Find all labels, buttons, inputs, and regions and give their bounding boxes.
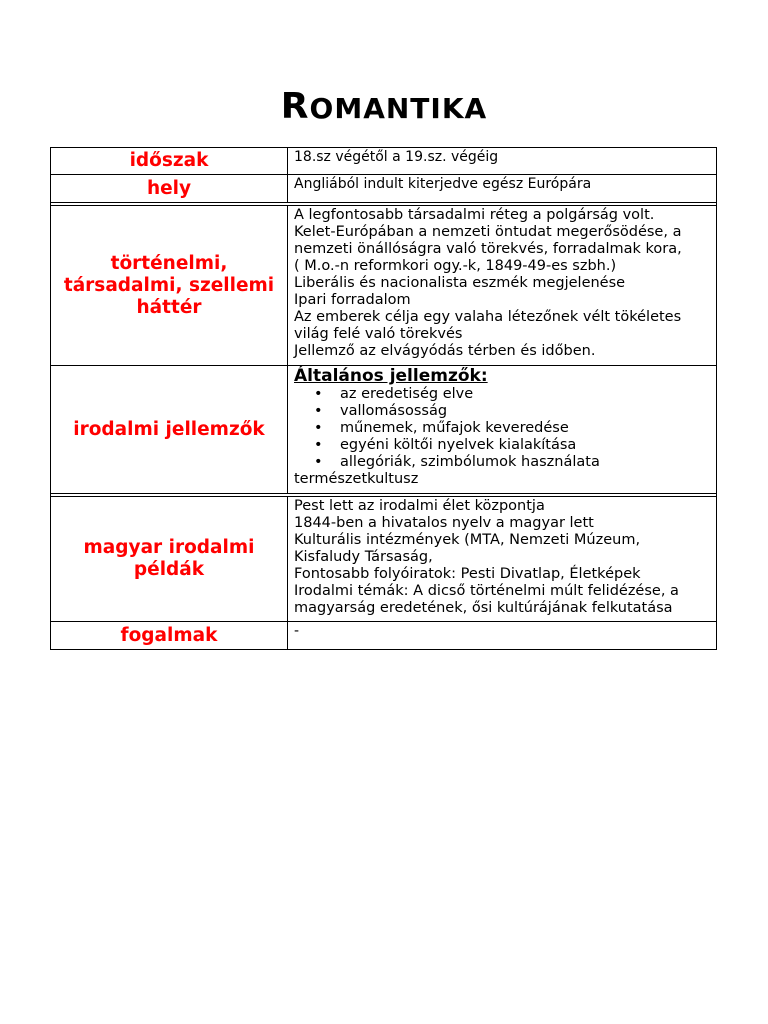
table-row-background <box>50 206 717 366</box>
row-value-period: 18.sz végétől a 19.sz. végéig <box>294 149 499 165</box>
row-label-examples: magyar irodalmi példák <box>51 497 288 621</box>
row-label-place: hely <box>51 175 288 202</box>
bullet-icon: • <box>314 454 323 470</box>
row-label-literary: irodalmi jellemzők <box>51 366 288 493</box>
table-row-place <box>50 175 717 203</box>
row-label-background: történelmi, társadalmi, szellemi háttér <box>51 206 288 365</box>
row-value-concepts: - <box>294 623 300 639</box>
list-item: • vallomásosság <box>314 403 448 419</box>
bullet-icon: • <box>314 403 323 419</box>
row-value-examples: Pest lett az irodalmi élet központja 1844-ben a hivatalos nyelv a magyar lett Kulturális intézmények (MTA, Nemzeti Múzeum, Kisfaludy Társaság, Fontosabb folyóiratok: Pesti Divatlap, Életképek Irodalmi témák: A dicső történelmi múlt felidézése, a magyarság eredetének, ősi kultúrájának felkutatása <box>294 498 679 616</box>
list-item: • egyéni költői nyelvek kialakítása <box>314 437 577 453</box>
list-item: • az eredetiség elve <box>314 386 474 402</box>
table-row-period <box>50 147 717 175</box>
overview-table <box>50 147 717 650</box>
row-label-concepts: fogalmak <box>51 622 288 649</box>
row-value-place: Angliából indult kiterjedve egész Európára <box>294 176 592 192</box>
list-item: • allegóriák, szimbólumok használata <box>314 454 600 470</box>
table-row-examples <box>50 497 717 622</box>
table-row-literary <box>50 366 717 494</box>
bullet-icon: • <box>314 386 323 402</box>
bullet-icon: • <box>314 420 323 436</box>
section-heading: Általános jellemzők: <box>294 366 488 386</box>
table-row-concepts <box>50 622 717 650</box>
row-value-literary: Általános jellemzők: • az eredetiség elve • vallomásosság • műnemek, műfajok keveredése • egyéni költői nyelvek kialakítása • allegóriák, szimbólumok használata természetkultusz <box>288 366 716 493</box>
row-value-background: A legfontosabb társadalmi réteg a polgárság volt. Kelet-Európában a nemzeti öntudat megerősödése, a nemzeti önállóságra való törekvés, forradalmak kora, ( M.o.-n reformkori ogy.-k, 1849-49-es szbh.) Liberális és nacionalista eszmék megjelenése Ipari forradalom Az emberek célja egy valaha létezőnek vélt tökéletes világ felé való törekvés Jellemző az elvágyódás térben és időben. <box>294 207 682 359</box>
list-item: • műnemek, műfajok keveredése <box>314 420 569 436</box>
page-title: ROMANTIKA <box>280 86 488 127</box>
row-label-period: időszak <box>51 148 288 174</box>
bullet-icon: • <box>314 437 323 453</box>
